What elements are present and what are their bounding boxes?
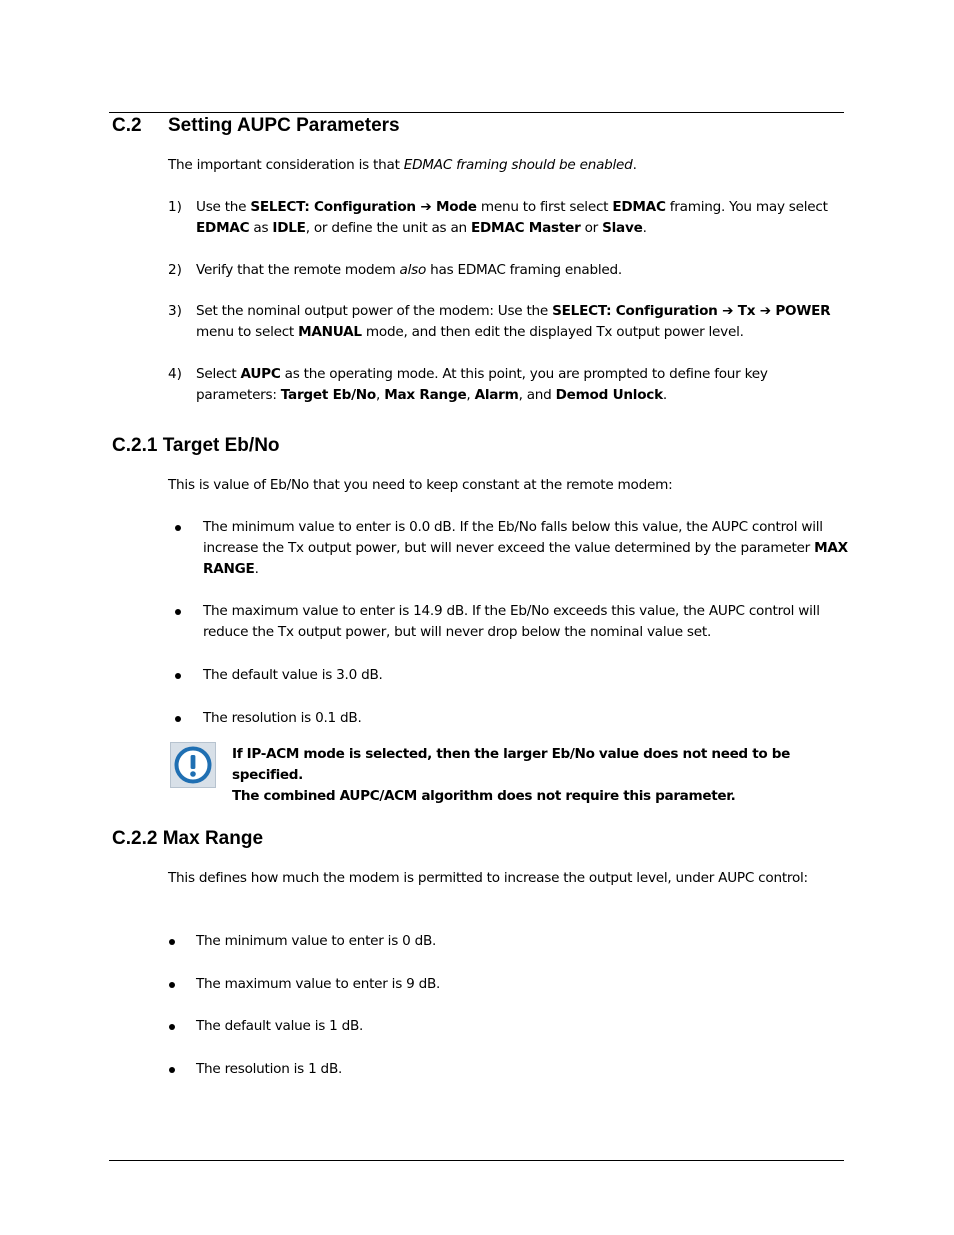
intro-paragraph: This defines how much the modem is permitted to increase the output level, under AUPC control:: [168, 870, 808, 886]
step-marker: 2): [168, 262, 182, 278]
bullet-dot: [169, 939, 175, 945]
section-title: Setting AUPC Parameters: [168, 115, 400, 136]
step-marker: 1): [168, 199, 182, 215]
section-title: Target Eb/No: [162, 435, 280, 456]
list-item: The minimum value to enter is 0.0 dB. If the Eb/No falls below this value, the AUPC control will increase the Tx output power, but will never exceed the value determined by the parameter MAX RANGE.: [203, 519, 848, 577]
list-item: The default value is 3.0 dB.: [203, 667, 383, 683]
footer-rule: [109, 1160, 844, 1161]
section-heading-c2: [112, 115, 400, 137]
list-item: The resolution is 1 dB.: [196, 1061, 343, 1077]
bullet-dot: [175, 673, 181, 679]
intro-paragraph: The important consideration is that EDMAC framing should be enabled.: [168, 157, 637, 173]
list-item: The minimum value to enter is 0 dB.: [196, 933, 437, 949]
list-item: The maximum value to enter is 9 dB.: [196, 976, 441, 992]
section-number: C.2.2: [112, 828, 158, 849]
bullet-dot: [169, 982, 175, 988]
step-3: Set the nominal output power of the modem: Use the SELECT: Configuration ➔ Tx ➔ POWER menu to select MANUAL mode, and then edit the displayed Tx output power level.: [196, 303, 831, 340]
section-number: C.2: [112, 115, 142, 136]
step-marker: 3): [168, 303, 182, 319]
intro-paragraph: This is value of Eb/No that you need to keep constant at the remote modem:: [168, 477, 673, 493]
info-notice-icon: [170, 742, 216, 788]
list-item: The default value is 1 dB.: [196, 1018, 364, 1034]
section-heading-c22: [112, 828, 263, 850]
step-2: Verify that the remote modem also has EDMAC framing enabled.: [196, 262, 622, 278]
list-item: The maximum value to enter is 14.9 dB. If the Eb/No exceeds this value, the AUPC control will reduce the Tx output power, but will never drop below the nominal value set.: [203, 603, 820, 640]
step-marker: 4): [168, 366, 182, 382]
step-4: Select AUPC as the operating mode. At this point, you are prompted to define four key parameters: Target Eb/No, Max Range, Alarm, and Demod Unlock.: [196, 366, 768, 403]
header-rule: [109, 112, 844, 113]
note-text: If IP-ACM mode is selected, then the larger Eb/No value does not need to be specified. The combined AUPC/ACM algorithm does not require this parameter.: [232, 746, 790, 804]
bullet-dot: [175, 525, 181, 531]
section-title: Max Range: [162, 828, 264, 849]
list-item: The resolution is 0.1 dB.: [203, 710, 362, 726]
step-1: Use the SELECT: Configuration ➔ Mode menu to first select EDMAC framing. You may select EDMAC as IDLE, or define the unit as an EDMAC Master or Slave.: [196, 199, 828, 236]
section-number: C.2.1: [112, 435, 158, 456]
bullet-dot: [169, 1067, 175, 1073]
bullet-dot: [175, 609, 181, 615]
bullet-dot: [169, 1024, 175, 1030]
bullet-dot: [175, 716, 181, 722]
section-heading-c21: [112, 435, 280, 457]
